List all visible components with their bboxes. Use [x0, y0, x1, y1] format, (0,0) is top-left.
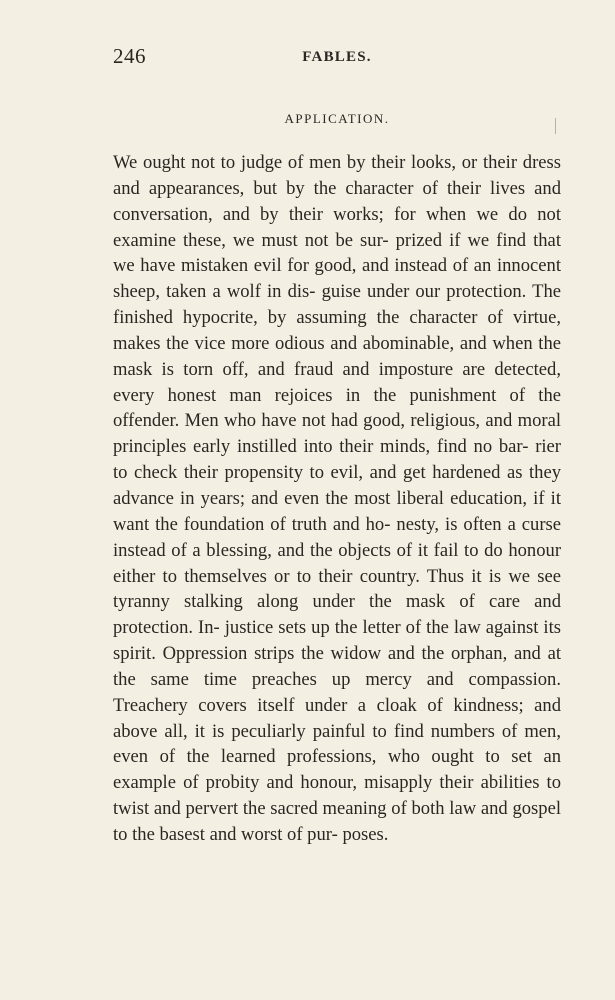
text-line: men, even of the learned professions, who ought to [113, 720, 561, 768]
text-line: nesty, is often a curse instead of a blessing, and the [113, 513, 562, 561]
text-line: abilities to twist and pervert the sacred meaning of [113, 772, 561, 820]
text-line: education, if it want the foundation of truth and ho- [113, 487, 561, 535]
text-line: principles early instilled into their minds, find no bar- [113, 436, 529, 458]
text-line: when we do not examine these, we must not be sur- [113, 203, 561, 251]
text-line: both law and gospel to the basest and worst of pur- [113, 798, 561, 845]
page-number: 246 [113, 44, 146, 68]
text-line: guise under our protection. The finished hypocrite, [113, 281, 561, 329]
section-heading: APPLICATION. [284, 111, 390, 126]
text-line: as they advance in years; and even the most liberal [113, 462, 561, 509]
text-line: to their country. Thus it is we see tyranny stalking [113, 565, 561, 613]
print-mark [555, 118, 556, 134]
text-line: the same time preaches up mercy and compassion. [113, 668, 561, 690]
body-paragraph [113, 150, 561, 848]
text-line: We ought not to judge of men by their looks, or [113, 152, 478, 173]
text-line: their dress and appearances, but by the character of [113, 152, 561, 199]
text-line: honest man rejoices in the punishment of the offender. [113, 384, 562, 432]
text-line: torn off, and fraud and imposture are detected, every [113, 358, 561, 406]
text-line: Treachery covers itself under a cloak of kindness; and [113, 694, 561, 716]
text-line: by assuming the character of virtue, makes the vice [113, 307, 561, 354]
text-line: objects of it fail to do honour either to themselves or [113, 539, 562, 587]
text-line: more odious and abominable, and when the mask is [113, 332, 562, 380]
text-line: set an example of probity and honour, misapply their [113, 746, 561, 794]
text-line: their lives and conversation, and by their works; for [113, 177, 561, 225]
running-title: FABLES. [302, 49, 372, 65]
page-header [113, 44, 561, 74]
text-line: along under the mask of care and protection. In- [113, 591, 561, 639]
text-line: rier to check their propensity to evil, and get hardened [113, 436, 561, 484]
text-line: justice sets up the letter of the law against its spirit. [113, 617, 561, 665]
text-line: prized if we find that we have mistaken evil for good, [113, 229, 561, 277]
text-line: Men who have not had good, religious, and moral [184, 410, 561, 432]
text-line: above all, it is peculiarly painful to find numbers of [113, 720, 518, 742]
text-line: Oppression strips the widow and the orphan, and at [162, 643, 561, 665]
text-line: and instead of an innocent sheep, taken a wolf in dis- [113, 255, 561, 303]
text-line: poses. [342, 823, 389, 845]
